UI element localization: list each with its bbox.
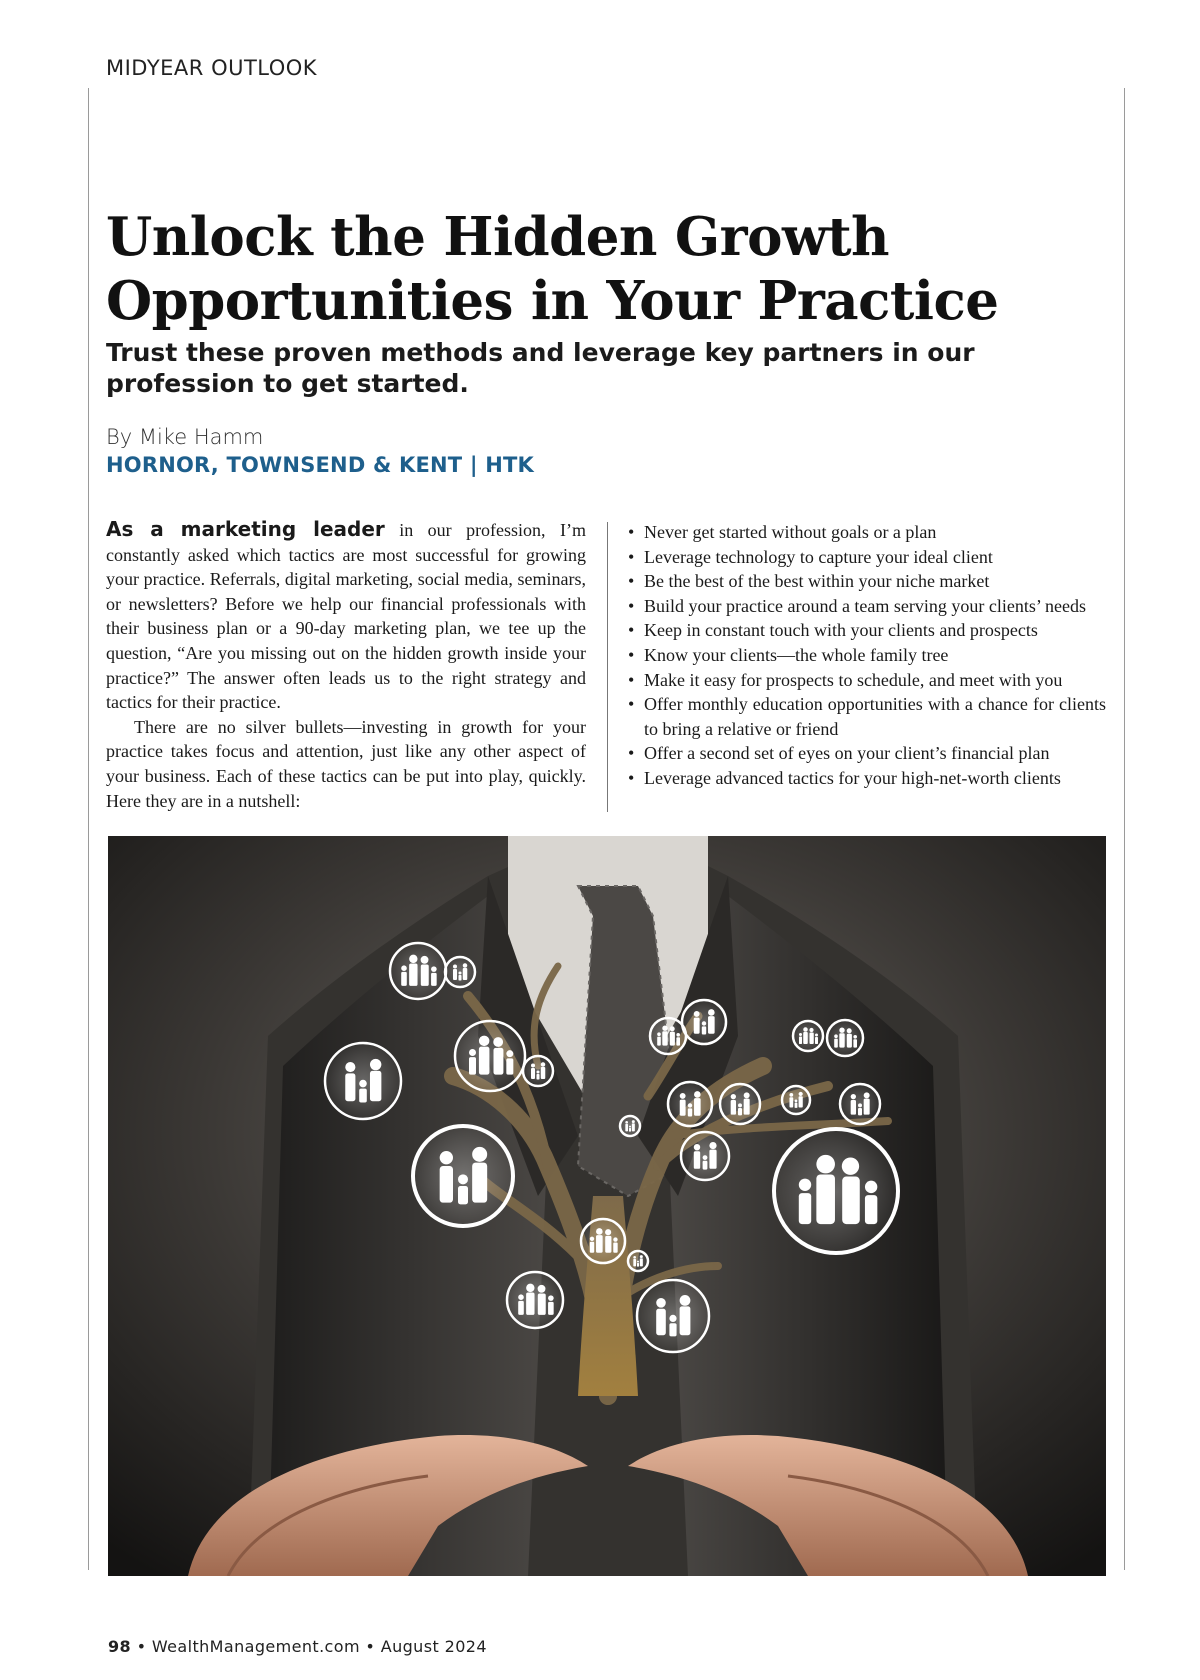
article-title: Unlock the Hidden Growth Opportunities in Your Practice bbox=[106, 206, 999, 332]
family-circle-icon bbox=[840, 1084, 880, 1124]
family-circle-icon bbox=[390, 943, 446, 999]
family-circle-icon bbox=[827, 1020, 863, 1056]
family-circle-icon bbox=[668, 1082, 712, 1126]
family-circle-icon bbox=[445, 957, 475, 987]
family-circle-icon bbox=[720, 1084, 760, 1124]
family-circle-icon bbox=[650, 1018, 686, 1054]
body-left-column bbox=[106, 517, 586, 813]
tactic-item: • Offer monthly education opportunities with a chance for clients to bring a relative or friend bbox=[628, 692, 1106, 741]
tactics-list bbox=[628, 520, 1106, 791]
businessman-family-tree-illustration bbox=[108, 836, 1106, 1576]
tactic-item: • Be the best of the best within your niche market bbox=[628, 569, 1106, 594]
paragraph-1-text: in our profession, I’m constantly asked which tactics are most successful for growing your practice. Referrals, digital marketing, social media, seminars, or newsletters? Before we help our financial professionals with their business plan or a 90-day marketing plan, we tee up the question, “Are you missing out on the hidden growth inside your practice?” The answer often leads us to the right strategy and tactics for their practice. bbox=[106, 520, 586, 713]
body-paragraph-1 bbox=[106, 517, 586, 715]
left-column-rule bbox=[88, 88, 89, 1570]
right-column-rule bbox=[1124, 88, 1125, 1570]
page-number: 98 bbox=[108, 1637, 132, 1656]
tactic-item: • Make it easy for prospects to schedule, and meet with you bbox=[628, 668, 1106, 693]
page-footer bbox=[108, 1637, 487, 1656]
column-divider bbox=[607, 522, 608, 812]
family-circle-icon bbox=[455, 1021, 525, 1091]
tactic-item: • Never get started without goals or a plan bbox=[628, 520, 1106, 545]
tactic-item: • Know your clients—the whole family tree bbox=[628, 643, 1106, 668]
lead-in: As a marketing leader bbox=[106, 517, 385, 541]
family-circle-icon bbox=[637, 1280, 709, 1352]
family-circle-icon bbox=[413, 1126, 513, 1226]
article-photo bbox=[108, 836, 1106, 1576]
family-circle-icon bbox=[325, 1043, 401, 1119]
family-circle-icon bbox=[782, 1086, 810, 1114]
family-circle-icon bbox=[523, 1056, 553, 1086]
tactic-item: • Keep in constant touch with your clients and prospects bbox=[628, 618, 1106, 643]
family-circle-icon bbox=[507, 1272, 563, 1328]
tactic-item: • Leverage technology to capture your ideal client bbox=[628, 545, 1106, 570]
family-circle-icon bbox=[681, 1132, 729, 1180]
body-paragraph-2: There are no silver bullets—investing in growth for your practice takes focus and attention, just like any other aspect of your business. Each of these tactics can be put into play, quickly. Here they are in a nutshell: bbox=[106, 716, 586, 811]
section-label: MIDYEAR OUTLOOK bbox=[106, 56, 318, 80]
family-circle-icon bbox=[774, 1129, 898, 1253]
article-deck: Trust these proven methods and leverage key partners in our profession to get started. bbox=[106, 338, 975, 398]
family-circle-icon bbox=[628, 1251, 648, 1271]
family-circle-icon bbox=[581, 1219, 625, 1263]
author-affiliation: HORNOR, TOWNSEND & KENT | HTK bbox=[106, 453, 534, 477]
tactic-item: • Leverage advanced tactics for your high-net-worth clients bbox=[628, 766, 1106, 791]
footer-publication: • WealthManagement.com • August 2024 bbox=[131, 1637, 487, 1656]
tactic-item: • Offer a second set of eyes on your client’s financial plan bbox=[628, 741, 1106, 766]
family-circle-icon bbox=[682, 1000, 726, 1044]
byline: By Mike Hamm bbox=[106, 425, 264, 449]
tactic-item: • Build your practice around a team serving your clients’ needs bbox=[628, 594, 1106, 619]
family-circle-icon bbox=[793, 1021, 823, 1051]
family-circle-icon bbox=[620, 1116, 640, 1136]
